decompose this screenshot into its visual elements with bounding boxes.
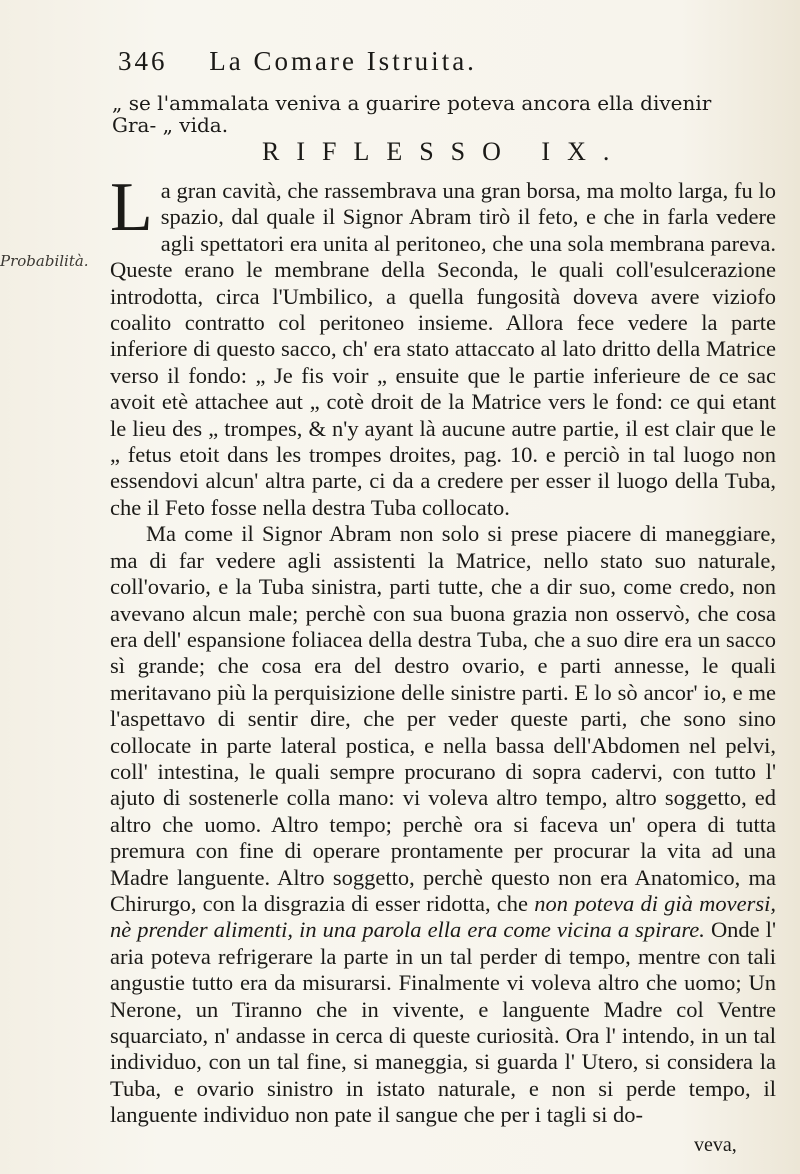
- page-number: 346: [118, 46, 168, 76]
- running-title: La Comare Istruita.: [209, 46, 477, 76]
- margin-note: Probabilità.: [0, 252, 89, 270]
- body-text: [110, 169, 777, 1129]
- paragraph-2-italic: non poteva di già moversi, nè prender alimenti, in una parola ella era come vicina a spirare.: [110, 890, 776, 943]
- paragraph-2: [110, 521, 776, 1128]
- paragraph-2-text-a: Ma come il Signor Abram non solo si prese piacere di maneggiare, ma di far vedere agli assistenti la Matrice, nello stato suo naturale, coll'ovario, e la Tuba sinistra, parti tutte, che a dir suo, come credo, non avevano alcun male; perchè con sua buona grazia non osservò, che cosa era dell' espansione foliacea della destra Tuba, che a suo dire era un sacco sì grande; che cosa era del destro ovario, e parti annesse, le quali meritavano più la perquisizione delle sinistre parti. E lo sò ancor' io, e me l'aspettavo di sentir dire, che per veder queste parti, che sono sino collocate in parte lateral postica, e nella bassa dell'Abdomen nel pelvi, coll' intestina, le quali sempre procurano di sopra cadervi, con tutto l' ajuto di sostenerle colla mano: vi voleva altro tempo, altro soggetto, ed altro che uomo. Altro tempo; perchè ora si faceva un' opera di tutta premura con fine di operare prontamente per procurar la vita ad una Madre languente. Altro soggetto, perchè questo non era Anatomico, ma Chirurgo, con la disgrazia di esser ridotta, che: [110, 521, 776, 916]
- paragraph-1: [110, 169, 776, 521]
- paragraph-1-text: a gran cavità, che rassembrava una gran borsa, ma molto larga, fu lo spazio, dal quale il Signor Abram tirò il feto, e che in farla vedere agli spettatori era unita al peritoneo, che una sola membrana pareva. Queste erano le membrane della Seconda, le quali coll'esulcerazione introdotta, circa l'Umbilico, a quella fungosità doveva avere viziofo coalito contratto col peritoneo insieme. Allora fece vedere la parte inferiore di questo sacco, ch' era stato attaccato al lato dritto della Matrice verso il fondo: „ Je fis voir „ ensuite que le partie inferieure de ce sac avoit etè attachee aut „ cotè droit de la Matrice vers le fond: ce qui etant le lieu des „ trompes, & n'y ayant là aucune autre partie, il est clair que le „ fetus etoit dans les trompes droites, pag. 10. e perciò in tal luogo non essendovi alcun' altra parte, ci da a credere per esser il luogo della Tuba, che il Feto fosse nella destra Tuba collocato.: [110, 178, 776, 520]
- running-header: [118, 46, 718, 77]
- section-heading: RIFLESSO IX.: [262, 137, 627, 166]
- paragraph-2-text-b: Onde l' aria poteva refrigerare la parte in un tal perder di tempo, mentre con tali angustie tutto era da misurarsi. Finalmente vi voleva altro che uomo; Un Nerone, un Tiranno che in vivente, e languente Madre col Ventre squarciato, n' andasse in cerca di queste curiosità. Ora l' intendo, in un tal individuo, con un tal fine, si maneggia, si guarda l' Utero, si considera la Tuba, e ovario sinistro in istato naturale, e non si perde tempo, il languente individuo non pate il sangue che per i tagli si do-: [110, 917, 777, 1128]
- catchword: veva,: [694, 1134, 737, 1156]
- opening-quoted-lines: „ se l'ammalata veniva a guarire poteva ancora ella divenir Gra- „ vida.: [112, 91, 712, 137]
- drop-cap: L: [110, 169, 153, 246]
